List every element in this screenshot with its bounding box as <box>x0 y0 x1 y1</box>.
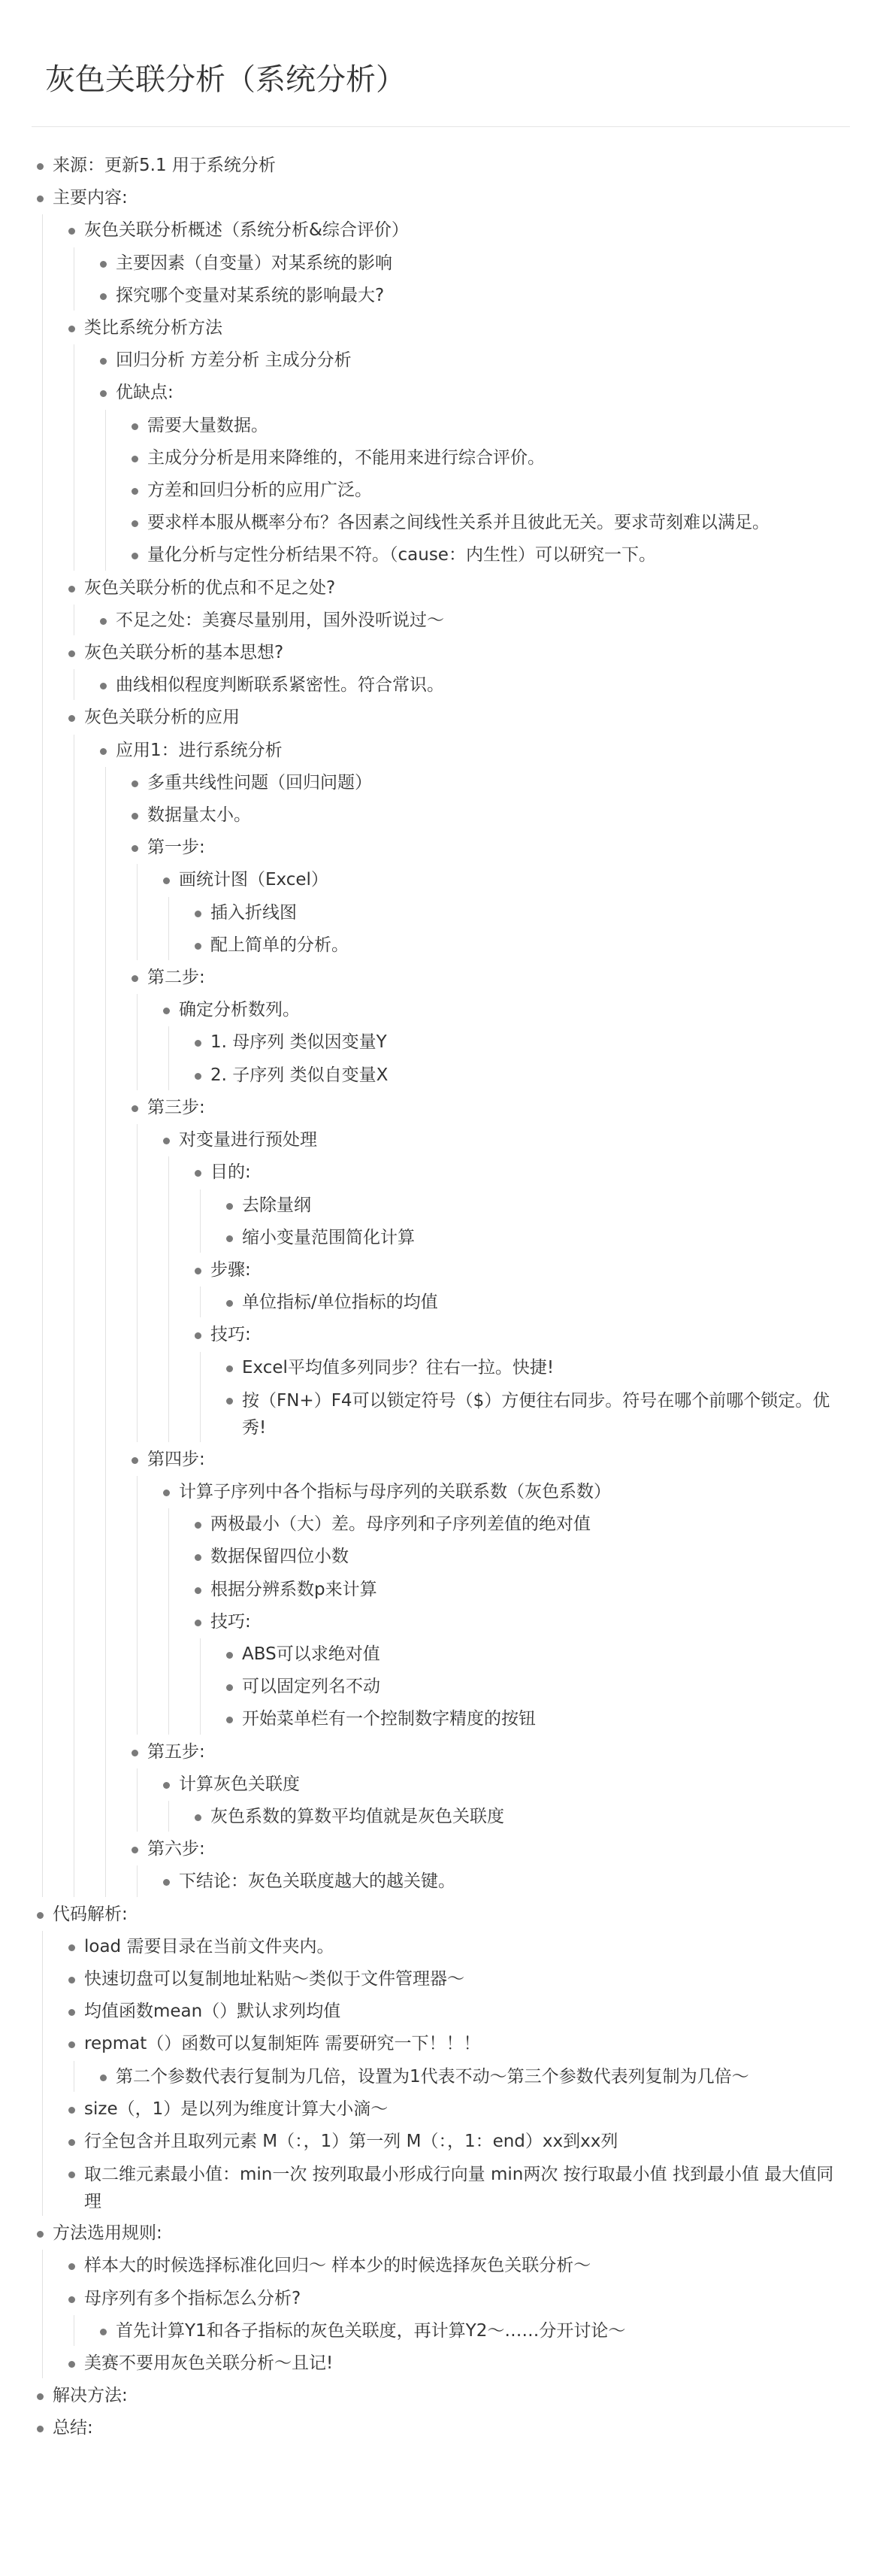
outline-item-text: 主要内容: <box>32 182 850 214</box>
outline-item <box>189 1801 850 1833</box>
outline-children <box>158 1026 850 1091</box>
outline-item <box>189 1254 850 1319</box>
outline-item-text: 灰色系数的算数平均值就是灰色关联度 <box>189 1801 850 1833</box>
outline-item-text: 第六步: <box>126 1833 850 1865</box>
outline-item <box>189 1319 850 1443</box>
outline-item-text: 根据分辨系数p来计算 <box>189 1574 850 1606</box>
outline-item <box>126 1833 850 1898</box>
outline-item <box>63 2283 850 2347</box>
outline-item <box>126 1092 850 1444</box>
page-title: 灰色关联分析（系统分析） <box>45 62 406 97</box>
outline-item <box>63 312 850 572</box>
outline-item-text: 快速切盘可以复制地址粘贴～类似于文件管理器～ <box>63 1963 850 1996</box>
outline-children <box>32 1931 850 2217</box>
outline-item-text: size（，1）是以列为维度计算大小滴～ <box>63 2093 850 2126</box>
outline-item <box>32 1899 850 2218</box>
outline-item-text: 第一步: <box>126 832 850 864</box>
outline-item <box>221 1638 850 1671</box>
outline-item <box>32 2412 850 2444</box>
outline-children <box>158 1801 850 1833</box>
outline-item-text: 母序列有多个指标怎么分析? <box>63 2283 850 2315</box>
outline-children <box>95 410 850 572</box>
outline-item <box>63 214 850 312</box>
outline-item-text: 样本大的时候选择标准化回归～ 样本少的时候选择灰色关联分析～ <box>63 2250 850 2282</box>
outline-children <box>32 214 850 1898</box>
outline-item <box>63 1931 850 1963</box>
outline-item-text: 技巧: <box>189 1606 850 1638</box>
outline-children <box>126 1768 850 1833</box>
outline-children <box>189 1190 850 1254</box>
outline-item <box>158 1768 850 1833</box>
outline-item <box>95 377 850 571</box>
outline-children <box>63 669 850 702</box>
outline-item-text: 探究哪个变量对某系统的影响最大? <box>95 280 850 312</box>
outline-item <box>95 735 850 1899</box>
outline-item <box>63 572 850 637</box>
outline-item-text: ABS可以求绝对值 <box>221 1638 850 1671</box>
outline-item <box>221 1190 850 1222</box>
outline-item-text: 单位指标/单位指标的均值 <box>221 1286 850 1319</box>
outline-item <box>158 1124 850 1444</box>
outline-item <box>221 1286 850 1319</box>
outline-item-text: 主成分分析是用来降维的，不能用来进行综合评价。 <box>126 442 850 474</box>
outline-item <box>95 605 850 637</box>
outline-item <box>95 2061 850 2093</box>
outline-item-text: 确定分析数列。 <box>158 994 850 1026</box>
outline-item-text: 插入折线图 <box>189 897 850 929</box>
outline-item-text: 缩小变量范围简化计算 <box>221 1222 850 1254</box>
outline-children <box>126 994 850 1092</box>
outline-item <box>63 702 850 1898</box>
outline-item-text: 开始菜单栏有一个控制数字精度的按钮 <box>221 1703 850 1735</box>
outline-item <box>221 1671 850 1703</box>
outline-item-text: 类比系统分析方法 <box>63 312 850 344</box>
outline-item <box>189 1059 850 1092</box>
outline-item <box>189 1606 850 1736</box>
outline-item-text: 行全包含并且取列元素 M（：，1）第一列 M（：，1：end）xx到xx列 <box>63 2126 850 2158</box>
outline-item-text: 方差和回归分析的应用广泛。 <box>126 474 850 507</box>
outline-item <box>126 410 850 442</box>
outline-item-text: 优缺点: <box>95 377 850 409</box>
outline-item-text: 数据量太小。 <box>126 799 850 832</box>
outline-item-text: 灰色关联分析的优点和不足之处? <box>63 572 850 605</box>
outline-item <box>63 2028 850 2093</box>
outline-item <box>126 832 850 962</box>
outline-item-text: 首先计算Y1和各子指标的灰色关联度，再计算Y2～……分开讨论～ <box>95 2315 850 2347</box>
outline-item-text: 目的: <box>189 1156 850 1189</box>
outline-item <box>63 2126 850 2158</box>
outline-children <box>63 247 850 312</box>
outline-item-text: 两极最小（大）差。母序列和子序列差值的绝对值 <box>189 1508 850 1541</box>
outline-item-text: 按（FN+）F4可以锁定符号（$）方便往右同步。符号在哪个前哪个锁定。优秀! <box>221 1384 850 1444</box>
outline-item <box>95 669 850 702</box>
outline-item <box>189 1508 850 1541</box>
outline-item <box>189 1541 850 1573</box>
outline-item-text: 配上简单的分析。 <box>189 929 850 962</box>
outline-item-text: 第四步: <box>126 1444 850 1476</box>
outline-item-text: 第五步: <box>126 1736 850 1768</box>
outline-children <box>189 1352 850 1444</box>
outline-item-text: 不足之处：美赛尽量别用，国外没听说过～ <box>95 605 850 637</box>
outline-item-text: 方法选用规则: <box>32 2217 850 2250</box>
outline-item <box>126 539 850 571</box>
outline-item <box>189 929 850 962</box>
outline-item-text: 回归分析 方差分析 主成分分析 <box>95 344 850 377</box>
outline-item-text: 第三步: <box>126 1092 850 1124</box>
outline-item <box>158 864 850 962</box>
outline-item <box>158 1865 850 1898</box>
outline-item <box>221 1703 850 1735</box>
title-divider <box>32 126 850 127</box>
outline-item-text: 解决方法: <box>32 2380 850 2412</box>
outline-item-text: 第二步: <box>126 962 850 994</box>
outline-item-text: 灰色关联分析概述（系统分析&综合评价） <box>63 214 850 247</box>
outline-item-text: 美赛不要用灰色关联分析～且记! <box>63 2347 850 2380</box>
outline-children <box>126 864 850 962</box>
outline-item <box>95 247 850 280</box>
outline-item-text: 计算子序列中各个指标与母序列的关联系数（灰色系数） <box>158 1476 850 1508</box>
outline-item <box>32 150 850 182</box>
outline-item <box>126 1444 850 1736</box>
outline-item-text: 数据保留四位小数 <box>189 1541 850 1573</box>
outline-item <box>32 2217 850 2380</box>
outline-children <box>32 2250 850 2380</box>
outline-item-text: 灰色关联分析的应用 <box>63 702 850 734</box>
outline-item <box>126 474 850 507</box>
outline-item <box>32 2380 850 2412</box>
outline-item <box>221 1352 850 1384</box>
outline-item <box>126 1736 850 1834</box>
outline-item <box>63 2093 850 2126</box>
outline-item <box>63 2250 850 2282</box>
outline-item-text: 代码解析: <box>32 1899 850 1931</box>
outline-item <box>32 182 850 1898</box>
outline-item-text: 2. 子序列 类似自变量X <box>189 1059 850 1092</box>
outline-item <box>63 637 850 702</box>
outline-item-text: 去除量纲 <box>221 1190 850 1222</box>
outline-item <box>126 442 850 474</box>
outline-item-text: 灰色关联分析的基本思想? <box>63 637 850 669</box>
outline-item <box>63 1996 850 2028</box>
outline-item <box>189 1156 850 1254</box>
outline-item <box>95 280 850 312</box>
outline-children <box>63 344 850 571</box>
outline-item <box>158 994 850 1092</box>
outline-item-text: 要求样本服从概率分布？各因素之间线性关系并且彼此无关。要求苛刻难以满足。 <box>126 507 850 539</box>
outline-item-text: 均值函数mean（）默认求列均值 <box>63 1996 850 2028</box>
outline-item-text: 1. 母序列 类似因变量Y <box>189 1026 850 1059</box>
outline-item <box>126 799 850 832</box>
outline-item-text: 曲线相似程度判断联系紧密性。符合常识。 <box>95 669 850 702</box>
outline-item-text: 下结论：灰色关联度越大的越关键。 <box>158 1865 850 1898</box>
outline-item-text: 取二维元素最小值：min一次 按列取最小形成行向量 min两次 按行取最小值 找到最小值 最大值同理 <box>63 2158 850 2217</box>
outline-item <box>189 897 850 929</box>
outline-children <box>158 1508 850 1735</box>
outline-children <box>63 605 850 637</box>
outline-item <box>126 767 850 799</box>
outline-children <box>95 767 850 1899</box>
outline-item-text: load 需要目录在当前文件夹内。 <box>63 1931 850 1963</box>
outline-item-text: 步骤: <box>189 1254 850 1286</box>
outline-item <box>63 2347 850 2380</box>
outline-children <box>189 1286 850 1319</box>
outline-item-text: 可以固定列名不动 <box>221 1671 850 1703</box>
outline-item-text: 来源：更新5.1 用于系统分析 <box>32 150 850 182</box>
outline-item-text: 计算灰色关联度 <box>158 1768 850 1801</box>
outline-children <box>158 1156 850 1443</box>
outline-children <box>189 1638 850 1736</box>
outline-item <box>126 962 850 1092</box>
outline-item <box>126 507 850 539</box>
outline-children <box>126 1124 850 1444</box>
outline-item-text: 总结: <box>32 2412 850 2444</box>
outline-item <box>95 2315 850 2347</box>
outline-item-text: 对变量进行预处理 <box>158 1124 850 1156</box>
outline-item-text: 主要因素（自变量）对某系统的影响 <box>95 247 850 280</box>
outline-item <box>63 2158 850 2217</box>
outline-item-text: 需要大量数据。 <box>126 410 850 442</box>
outline-children <box>63 2061 850 2093</box>
outline-item <box>189 1026 850 1059</box>
outline-item-text: 应用1：进行系统分析 <box>95 735 850 767</box>
outline-item-text: 多重共线性问题（回归问题） <box>126 767 850 799</box>
outline-item-text: 第二个参数代表行复制为几倍，设置为1代表不动～第三个参数代表列复制为几倍～ <box>95 2061 850 2093</box>
outline-item <box>63 1963 850 1996</box>
outline-item <box>158 1476 850 1736</box>
outline-item <box>189 1574 850 1606</box>
outline-item-text: Excel平均值多列同步？往右一拉。快捷! <box>221 1352 850 1384</box>
outline-item-text: repmat（）函数可以复制矩阵 需要研究一下！！！ <box>63 2028 850 2060</box>
outline-children <box>158 897 850 962</box>
outline-item-text: 画统计图（Excel） <box>158 864 850 896</box>
outline-children <box>126 1476 850 1736</box>
outline-item <box>95 344 850 377</box>
outline-item-text: 技巧: <box>189 1319 850 1351</box>
outline-tree <box>32 150 850 2445</box>
outline-children <box>63 2315 850 2347</box>
outline-children <box>63 735 850 1899</box>
outline-children <box>126 1865 850 1898</box>
outline-item-text: 量化分析与定性分析结果不符。（cause：内生性）可以研究一下。 <box>126 539 850 571</box>
outline-item <box>221 1384 850 1444</box>
outline-item <box>221 1222 850 1254</box>
